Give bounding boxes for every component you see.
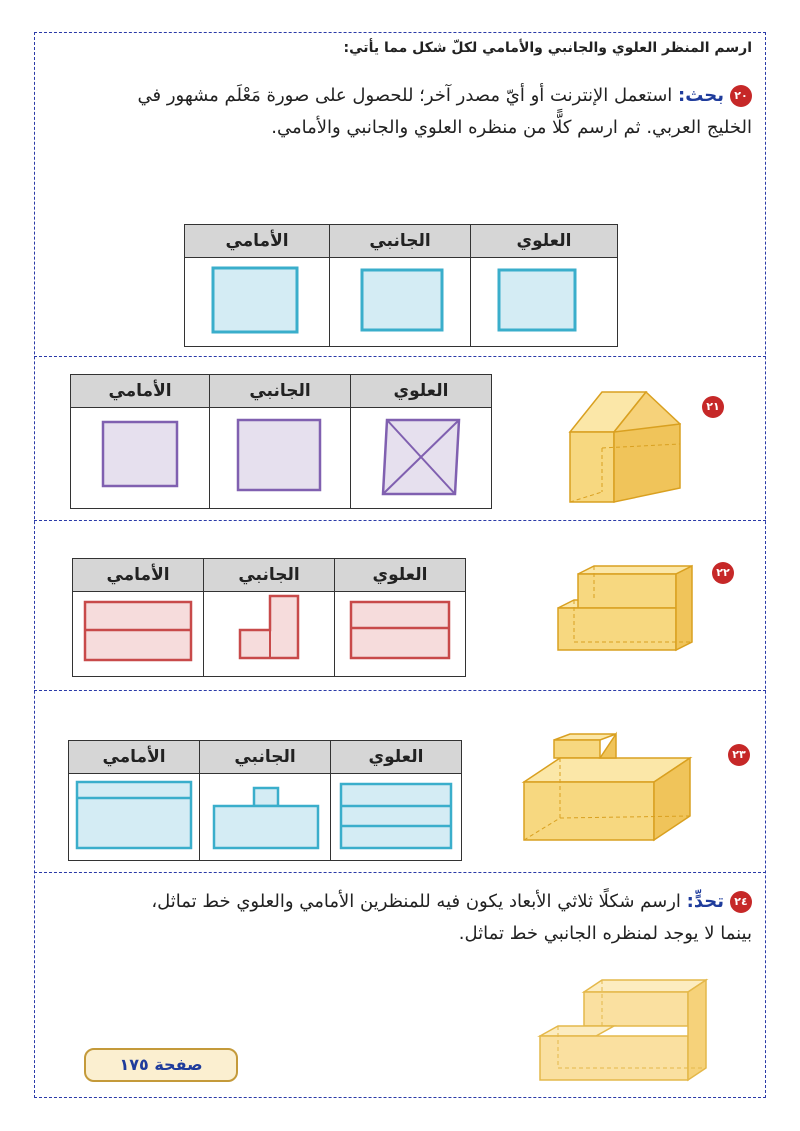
front-view-drawing bbox=[185, 258, 329, 342]
header-front: الأمامي bbox=[71, 375, 210, 408]
views-table-21 bbox=[70, 374, 492, 509]
front-view-cell bbox=[71, 408, 210, 509]
exercise-line: الخليج العربي. ثم ارسم كلًّا من منظره العلوي والجانبي والأمامي. bbox=[271, 117, 752, 138]
views-table-20 bbox=[184, 224, 618, 347]
front-view-cell bbox=[73, 592, 204, 677]
divider bbox=[34, 356, 766, 357]
top-view-cell bbox=[331, 774, 462, 861]
side-view-cell bbox=[210, 408, 351, 509]
front-view-cell bbox=[69, 774, 200, 861]
exercise-keyword: تحدٍّ: bbox=[686, 891, 724, 912]
header-top: العلوي bbox=[335, 559, 466, 592]
page-number-badge bbox=[84, 1048, 238, 1082]
header-side: الجانبي bbox=[210, 375, 351, 408]
side-view-drawing bbox=[200, 774, 330, 856]
side-view-drawing bbox=[210, 408, 350, 504]
front-view-drawing bbox=[69, 774, 199, 856]
side-view-cell bbox=[200, 774, 331, 861]
divider bbox=[34, 520, 766, 521]
exercise-line: بينما لا يوجد لمنظره الجانبي خط تماثل. bbox=[458, 923, 752, 944]
solid-figure-21 bbox=[562, 388, 692, 508]
top-view-cell bbox=[471, 258, 618, 347]
instruction: ارسم المنظر العلوي والجانبي والأمامي لكلّ شكل مما يأتي: bbox=[343, 40, 752, 56]
exercise-number-badge: ٢٤ bbox=[730, 891, 752, 913]
exercise-number-badge: ٢٠ bbox=[730, 85, 752, 107]
header-side: الجانبي bbox=[200, 741, 331, 774]
page-label: صفحة bbox=[154, 1055, 203, 1074]
header-top: العلوي bbox=[351, 375, 492, 408]
top-view-drawing bbox=[471, 258, 617, 342]
top-view-drawing bbox=[335, 592, 465, 672]
exercise-line: ارسم شكلًا ثلاثي الأبعاد يكون فيه للمنظرين الأمامي والعلوي خط تماثل، bbox=[151, 891, 681, 912]
exercise-20-text bbox=[52, 80, 752, 144]
front-view-drawing bbox=[71, 408, 209, 504]
exercise-keyword: بحث: bbox=[678, 85, 724, 106]
top-view-drawing bbox=[351, 408, 491, 504]
side-view-drawing bbox=[330, 258, 470, 342]
side-view-cell bbox=[330, 258, 471, 347]
solid-figure-22 bbox=[554, 562, 704, 658]
header-front: الأمامي bbox=[185, 225, 330, 258]
top-view-cell bbox=[335, 592, 466, 677]
header-top: العلوي bbox=[471, 225, 618, 258]
header-side: الجانبي bbox=[330, 225, 471, 258]
views-table-23 bbox=[68, 740, 462, 861]
side-view-cell bbox=[204, 592, 335, 677]
views-table-22 bbox=[72, 558, 466, 677]
front-view-cell bbox=[185, 258, 330, 347]
header-top: العلوي bbox=[331, 741, 462, 774]
top-view-drawing bbox=[331, 774, 461, 856]
side-view-drawing bbox=[204, 592, 334, 672]
front-view-drawing bbox=[73, 592, 203, 672]
solid-figure-24 bbox=[534, 976, 714, 1086]
header-front: الأمامي bbox=[73, 559, 204, 592]
exercise-number-badge: ٢٣ bbox=[728, 744, 750, 766]
divider bbox=[34, 872, 766, 873]
top-view-cell bbox=[351, 408, 492, 509]
header-front: الأمامي bbox=[69, 741, 200, 774]
exercise-line: استعمل الإنترنت أو أيّ مصدر آخر؛ للحصول على صورة مَعْلَم مشهور في bbox=[137, 85, 673, 106]
exercise-24-text bbox=[52, 886, 752, 950]
page-number: ١٧٥ bbox=[119, 1055, 149, 1074]
exercise-number-badge: ٢١ bbox=[702, 396, 724, 418]
exercise-number-badge: ٢٢ bbox=[712, 562, 734, 584]
solid-figure-23 bbox=[520, 730, 720, 850]
header-side: الجانبي bbox=[204, 559, 335, 592]
divider bbox=[34, 690, 766, 691]
